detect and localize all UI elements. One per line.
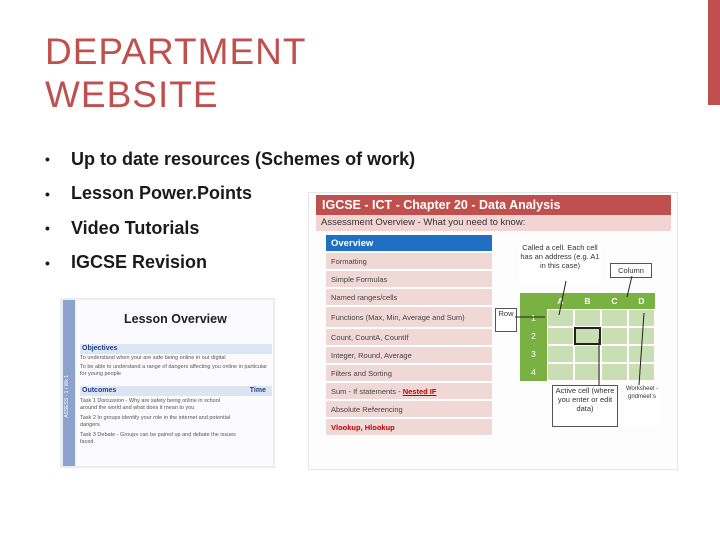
column-callout: Column [610,263,652,278]
objective-line: for young people [80,371,121,377]
outcomes-header [80,386,272,396]
arrow-line [627,276,632,297]
menu-item[interactable]: Absolute Referencing [326,401,492,419]
menu-item[interactable]: Functions (Max, Min, Average and Sum) [326,307,492,329]
menu-item[interactable]: Vlookup, Hlookup [326,419,492,437]
bullet-text: Video Tutorials [71,217,200,238]
bullet-text: Up to date resources (Schemes of work) [71,148,416,169]
nested-if-link[interactable]: Nested IF [402,386,437,396]
bullet-text: IGCSE Revision [71,252,208,273]
time-label: Time [249,387,266,394]
callout-arrows [309,193,677,469]
lesson-overview-sheet [76,300,273,466]
bullet-dot-icon: • [45,185,50,202]
column-header: A [547,293,574,309]
task-line: dangers [80,422,100,428]
bullet-dot-icon: • [45,220,50,237]
arrow-line [559,281,566,315]
bullet-dot-icon: • [45,151,50,168]
objective-line: To understand when your are safe being online in our digital [80,355,226,361]
arrow-line [639,313,644,385]
menu-item[interactable]: Formatting [326,253,492,271]
menu-item[interactable]: Filters and Sorting [326,365,492,383]
task-line: Task 3 Debate - Groups can be paired up and debate the issues [80,432,236,438]
menu-item[interactable]: Simple Formulas [326,271,492,289]
menu-item-overview[interactable]: Overview [326,235,492,253]
row-header: 2 [520,327,547,345]
row-callout: Row [495,308,517,332]
data-analysis-thumbnail [308,192,678,470]
row-header: 1 [520,309,547,327]
menu-item-label: Sum - If statements - [331,386,401,396]
side-label: ASSESS - 1 / Wk 1 [64,375,70,418]
column-header: C [601,293,628,309]
row-header: 3 [520,345,547,363]
data-analysis-subtitle: Assessment Overview - What you need to know: [316,215,671,231]
cell-callout: Called a cell. Each cell has an address (e.g. A1 in this case) [519,243,601,283]
active-cell-callout: Active cell (where you enter or edit data) [552,385,618,427]
task-line: around the world and what does it mean to you [80,405,195,411]
row-header: 4 [520,363,547,381]
column-header: B [574,293,601,309]
task-line: Task 2 In groups identify your role in the internet and potential [80,415,231,421]
menu-item[interactable]: Count, CountA, CountIf [326,329,492,347]
data-analysis-title: IGCSE - ICT - Chapter 20 - Data Analysis [316,195,671,215]
objective-line: To be able to understand a range of dangers affecting you online in particular [80,364,268,370]
column-header: D [628,293,655,309]
title-line-2: WEBSITE [45,74,219,115]
lesson-overview-title: Lesson Overview [124,312,227,326]
bullet-text: Lesson Power.Points [71,183,253,204]
lesson-overview-thumbnail [60,298,275,468]
menu-item[interactable]: Integer, Round, Average [326,347,492,365]
menu-item[interactable]: Named ranges/cells [326,289,492,307]
accent-bar [708,0,720,105]
bullet-item [45,142,415,177]
worksheet-callout: Worksheet - gridmeet s [624,385,660,425]
task-line: Task 1 Discussion - Why are safety being online in school [80,398,221,404]
slide-title [45,30,445,116]
objectives-header: Objectives [80,344,272,354]
outcomes-label: Outcomes [82,387,117,394]
task-line: faced. [80,439,95,445]
bullet-dot-icon: • [45,254,50,271]
thumbnail-side-frame [63,300,75,466]
title-line-1: DEPARTMENT [45,31,307,72]
